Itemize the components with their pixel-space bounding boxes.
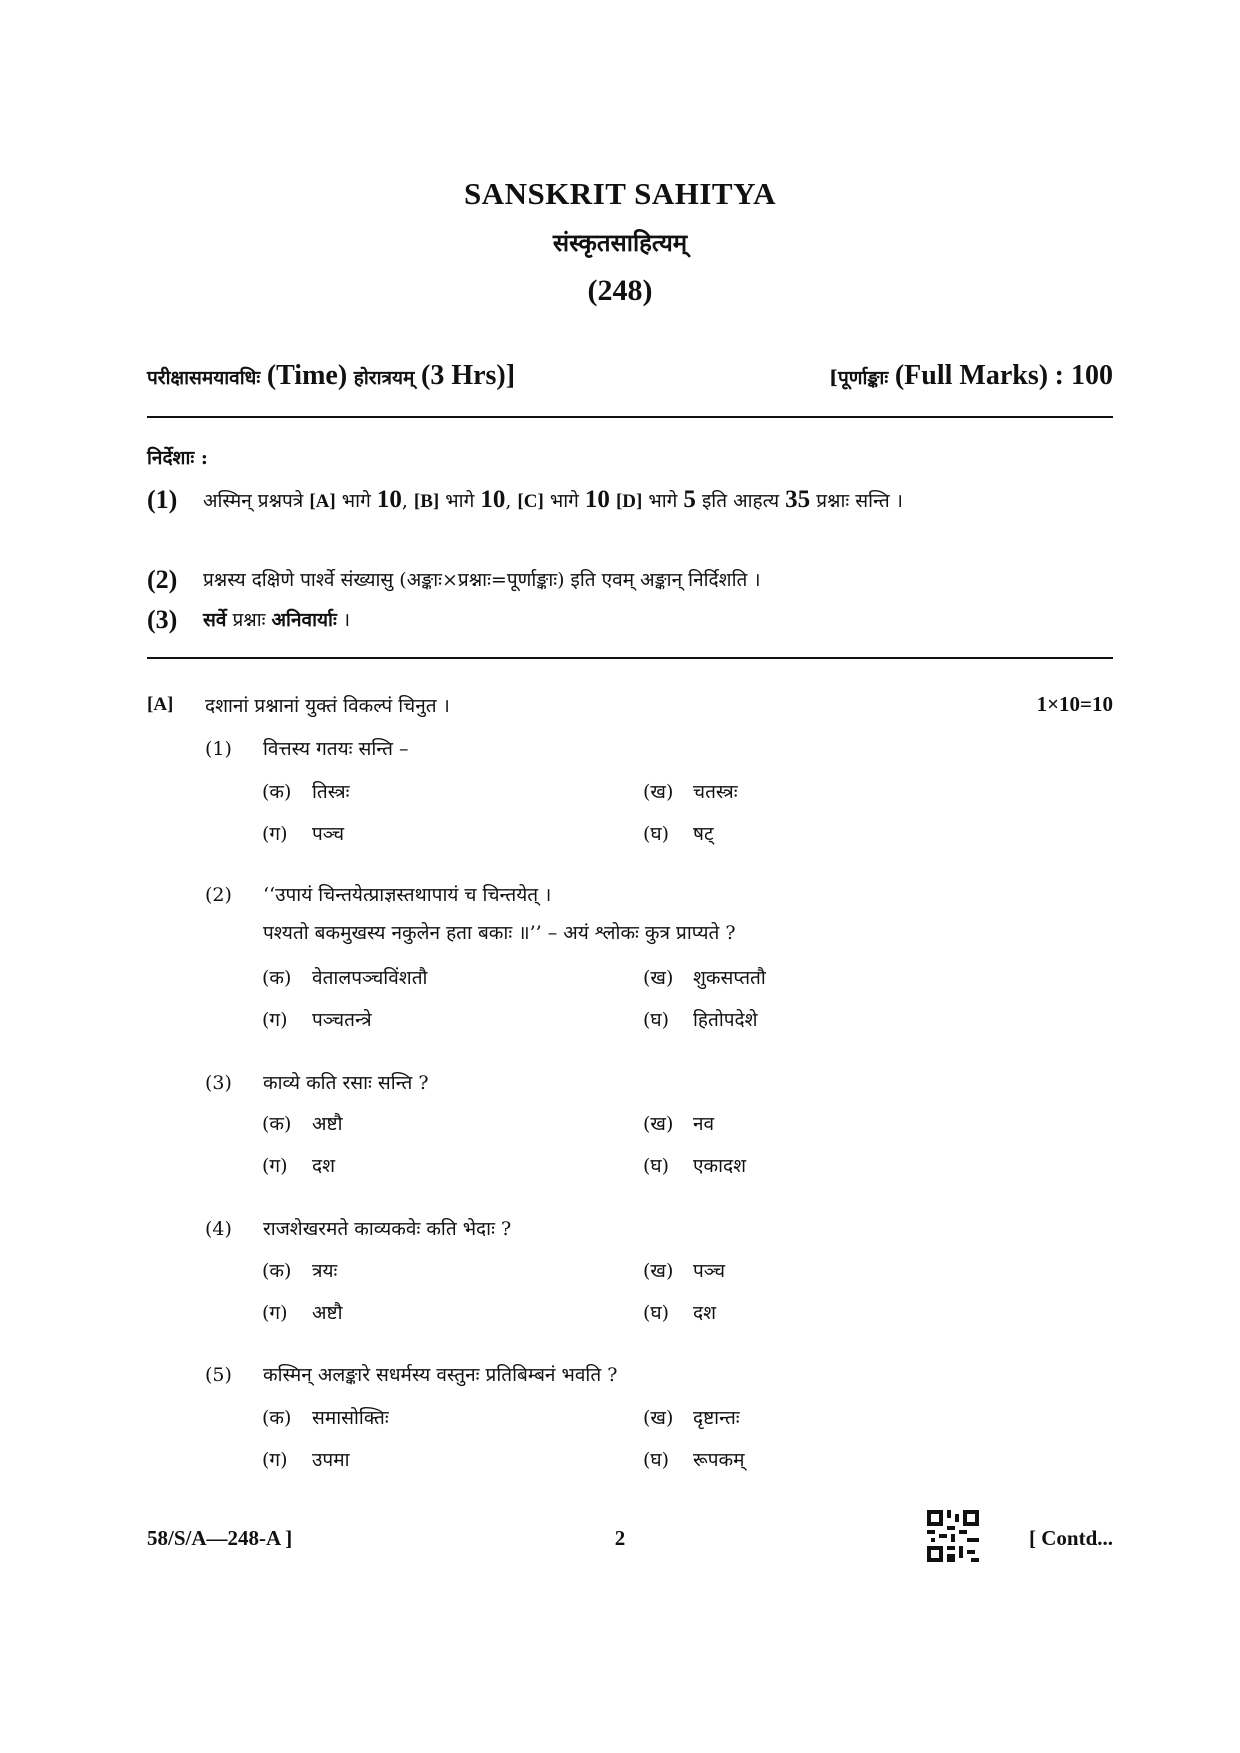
option-text: नव: [693, 1113, 715, 1135]
question-text: काव्ये कति रसाः सन्ति ?: [263, 1072, 429, 1094]
option-label: (ग): [262, 823, 288, 845]
instruction-text: इति आहत्य: [701, 490, 780, 512]
option-text: दश: [312, 1155, 336, 1177]
instruction-text: अनिवार्याः: [271, 609, 337, 631]
option-label: (घ): [643, 1449, 670, 1471]
option-text: दृष्टान्तः: [693, 1407, 740, 1429]
option-text: पञ्चतन्त्रे: [312, 1009, 372, 1031]
part-count: 10: [584, 486, 610, 513]
option-label: (ख): [643, 967, 674, 989]
option-ka[interactable]: [262, 1110, 343, 1136]
option-text: शुकसप्ततौ: [693, 967, 766, 989]
exam-time: [147, 360, 515, 392]
option-label: (ग): [262, 1155, 288, 1177]
option-ga[interactable]: [262, 1006, 372, 1032]
instruction-text: ।: [342, 609, 351, 631]
instruction-text: भागे: [341, 490, 371, 512]
question-text: राजशेखरमते काव्यकवेः कति भेदाः ?: [263, 1218, 512, 1240]
instruction-number: (3): [147, 605, 178, 634]
instruction-number: (2): [147, 565, 178, 594]
time-value-sa: होरात्रयम्: [353, 367, 415, 389]
instruction-text: भागे: [445, 490, 475, 512]
instruction-text: सर्वे: [203, 609, 227, 631]
option-label: (क): [262, 967, 292, 989]
marks-value: : 100: [1054, 360, 1113, 391]
full-marks: [829, 360, 1113, 392]
divider-top: [147, 416, 1113, 418]
option-text: रूपकम्: [693, 1449, 745, 1471]
option-kha[interactable]: [643, 1257, 725, 1283]
option-label: (क): [262, 1260, 292, 1282]
section-marks: 1×10=10: [1036, 692, 1113, 716]
instruction-text: भागे: [648, 490, 678, 512]
question-number: (5): [205, 1364, 232, 1386]
continued-label: [ Contd...: [1028, 1526, 1113, 1550]
page-number: 2: [614, 1526, 626, 1550]
title-english: SANSKRIT SAHITYA: [463, 176, 777, 211]
option-text: अष्टौ: [312, 1113, 343, 1135]
option-ka[interactable]: [262, 778, 349, 804]
question-number: (2): [205, 884, 232, 906]
option-ka[interactable]: [262, 964, 427, 990]
instruction-1: (1) अस्मिन् प्रश्नपत्रे [A] भागे 10, [B] भागे 10, [C] भागे 10 [D] भागे 5 इति आहत्य 35 प्रश्नाः सन्ति ।: [147, 482, 1113, 520]
instruction-text: प्रश्नाः सन्ति ।: [816, 490, 903, 512]
option-label: (ग): [262, 1302, 288, 1324]
part-label: [C]: [517, 491, 544, 512]
part-label: [A]: [309, 491, 336, 512]
option-ga[interactable]: [262, 1152, 335, 1178]
marks-label-en: (Full Marks): [894, 360, 1049, 391]
option-label: (क): [262, 781, 292, 803]
option-text: चतस्त्रः: [693, 781, 738, 803]
option-label: (क): [262, 1113, 292, 1135]
title-sanskrit: संस्कृतसाहित्यम्: [552, 228, 688, 257]
question-4: [205, 1210, 1113, 1248]
exam-meta: [147, 360, 1113, 400]
instruction-number: (1): [147, 485, 178, 514]
option-label: (क): [262, 1407, 292, 1429]
option-text: षट्: [693, 823, 714, 845]
time-label-en: (Time): [266, 360, 348, 391]
option-text: समासोक्तिः: [312, 1407, 389, 1429]
divider-bottom: [147, 657, 1113, 659]
option-ga[interactable]: [262, 1446, 350, 1472]
instruction-3: [147, 602, 1113, 638]
option-label: (ग): [262, 1449, 288, 1471]
question-1: [205, 730, 1113, 768]
option-label: (ख): [643, 1407, 674, 1429]
section-instruction: दशानां प्रश्नानां युक्तं विकल्पं चिनुत ।: [205, 695, 450, 717]
option-text: एकादश: [693, 1155, 747, 1177]
question-2: [205, 876, 1113, 952]
part-count: 5: [683, 486, 696, 513]
question-number: (4): [205, 1218, 232, 1240]
option-gha[interactable]: [643, 1006, 758, 1032]
instructions-heading: निर्देशाः :: [147, 447, 208, 469]
qr-code-icon: [927, 1510, 979, 1562]
option-label: (ख): [643, 1113, 674, 1135]
option-text: पञ्च: [312, 823, 345, 845]
instruction-text: प्रश्नाः: [232, 609, 266, 631]
option-ga[interactable]: [262, 820, 344, 846]
option-ka[interactable]: [262, 1404, 389, 1430]
instruction-2: [147, 562, 1113, 598]
instruction-text: अस्मिन् प्रश्नपत्रे: [203, 490, 304, 512]
marks-prefix: [पूर्णाङ्काः: [828, 367, 889, 389]
option-label: (घ): [643, 1155, 670, 1177]
question-3: [205, 1064, 1113, 1102]
option-text: उपमा: [312, 1449, 350, 1471]
question-text: कस्मिन् अलङ्कारे सधर्मस्य वस्तुनः प्रतिबिम्बनं भवति ?: [263, 1364, 618, 1386]
option-label: (ख): [643, 781, 674, 803]
option-ga[interactable]: [262, 1299, 343, 1325]
question-text: ‘‘उपायं चिन्तयेत्प्राज्ञस्तथापायं च चिन्तयेत् ।: [263, 884, 552, 906]
option-text: दश: [693, 1302, 717, 1324]
question-text: वित्तस्य गतयः सन्ति –: [263, 738, 409, 760]
option-text: अष्टौ: [312, 1302, 343, 1324]
option-text: तिस्त्रः: [312, 781, 350, 803]
subject-code: (248): [587, 274, 653, 307]
option-text: त्रयः: [312, 1260, 338, 1282]
option-kha[interactable]: [643, 964, 766, 990]
part-count: 10: [480, 486, 506, 513]
option-label: (ख): [643, 1260, 674, 1282]
total-count: 35: [785, 486, 811, 513]
section-label: [A]: [147, 694, 174, 715]
question-number: (3): [205, 1072, 232, 1094]
option-gha[interactable]: [643, 1152, 746, 1178]
option-label: (ग): [262, 1009, 288, 1031]
option-text: पञ्च: [693, 1260, 726, 1282]
option-kha[interactable]: [643, 1110, 714, 1136]
option-gha[interactable]: [643, 820, 714, 846]
option-label: (घ): [643, 1302, 670, 1324]
option-kha[interactable]: [643, 778, 738, 804]
option-gha[interactable]: [643, 1299, 716, 1325]
question-5: [205, 1356, 1113, 1394]
option-gha[interactable]: [643, 1446, 745, 1472]
option-kha[interactable]: [643, 1404, 740, 1430]
instruction-text: प्रश्नस्य दक्षिणे पार्श्वे संख्यासु (अङ्काः×प्रश्नाः=पूर्णाङ्काः) इति एवम् अङ्कान् निर्दिशति ।: [203, 569, 761, 591]
instruction-text: भागे: [549, 490, 579, 512]
question-text: पश्यतो बकमुखस्य नकुलेन हता बकाः ॥’’ – अयं श्लोकः कुत्र प्राप्यते ?: [263, 922, 736, 944]
part-label: [D]: [615, 491, 643, 512]
option-text: वेतालपञ्चविंशतौ: [312, 967, 428, 989]
question-number: (1): [205, 738, 232, 760]
paper-code: 58/S/A—248-A ]: [147, 1526, 293, 1550]
option-label: (घ): [643, 823, 670, 845]
time-value-hrs: (3 Hrs)]: [421, 360, 516, 391]
option-ka[interactable]: [262, 1257, 337, 1283]
part-count: 10: [376, 486, 402, 513]
option-label: (घ): [643, 1009, 670, 1031]
part-label: [B]: [413, 491, 440, 512]
option-text: हितोपदेशे: [693, 1009, 758, 1031]
time-prefix: परीक्षासमयावधिः: [147, 367, 261, 389]
